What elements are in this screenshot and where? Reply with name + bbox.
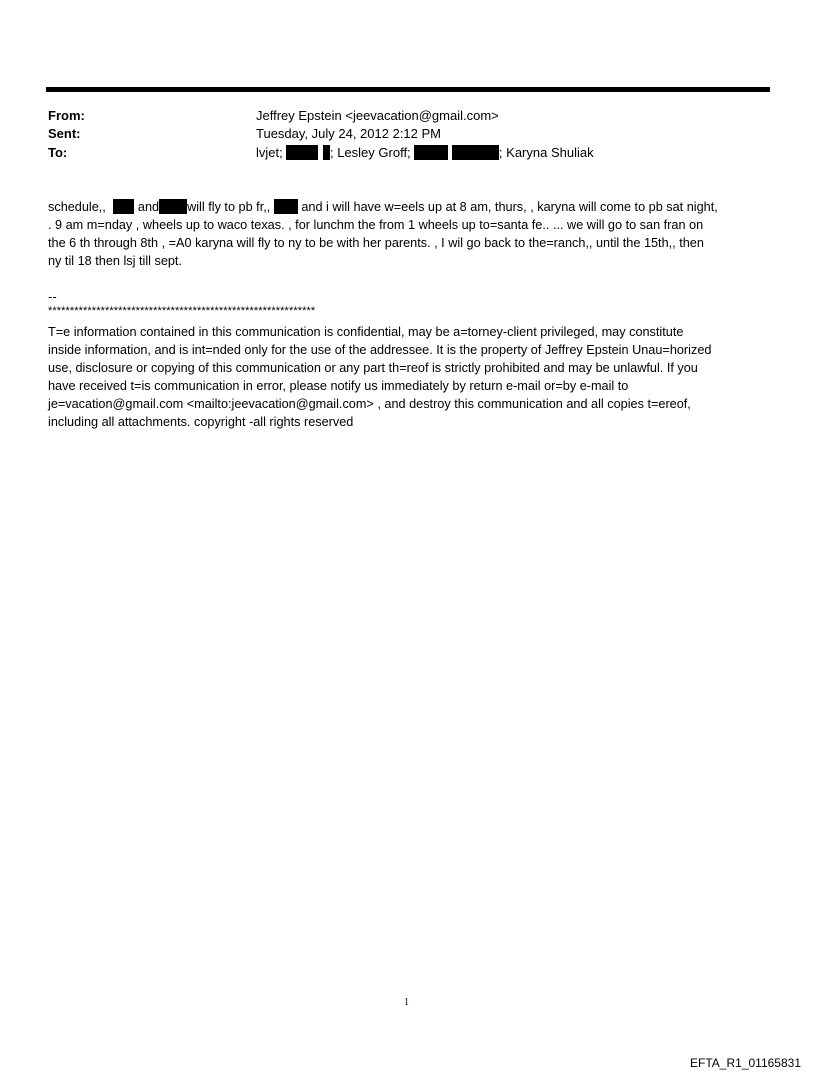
message-line: ny til 18 then lsj till sept. xyxy=(48,254,182,268)
disclaimer-line: T=e information contained in this communication is confidential, may be a=torney-client privileged, may constitute xyxy=(48,325,684,339)
disclaimer-line: have received t=is communication in error, please notify us immediately by return e-mail or=by e-mail to xyxy=(48,379,629,393)
redaction-bar xyxy=(323,145,330,160)
redaction-bar xyxy=(113,199,134,214)
to-recipient-lvjet: lvjet; xyxy=(256,145,283,160)
redaction-bar xyxy=(452,145,499,160)
redaction-bar xyxy=(286,145,318,160)
sent-value: Tuesday, July 24, 2012 2:12 PM xyxy=(256,126,441,141)
from-value: Jeffrey Epstein <jeevacation@gmail.com> xyxy=(256,108,499,123)
signature-separator: -- xyxy=(48,289,57,304)
disclaimer xyxy=(48,323,778,431)
to-recipient-groff: ; Lesley Groff; xyxy=(329,145,411,160)
sent-label: Sent: xyxy=(48,126,81,141)
from-label: From: xyxy=(48,108,85,123)
redaction-bar xyxy=(159,199,187,214)
page-number: 1 xyxy=(404,997,409,1008)
redaction-bar xyxy=(414,145,448,160)
disclaimer-line: je=vacation@gmail.com <mailto:jeevacation@gmail.com> , and destroy this communication and all copies t=ereof, xyxy=(48,397,691,411)
message-body xyxy=(48,198,778,270)
bates-number: EFTA_R1_01165831 xyxy=(690,1056,801,1070)
disclaimer-line: use, disclosure or copying of this communication or any part th=reof is strictly prohibited and may be unlawful. If you xyxy=(48,361,698,375)
disclaimer-line: including all attachments. copyright -all rights reserved xyxy=(48,415,354,429)
signature-stars: ************************************************************* xyxy=(48,305,316,317)
to-value xyxy=(256,145,594,161)
message-line: the 6 th through 8th , =A0 karyna will fly to ny to be with her parents. , I wil go back to the=ranch,, until the 15th,, then xyxy=(48,236,704,250)
header-rule xyxy=(46,87,770,92)
message-line: . 9 am m=nday , wheels up to waco texas. , for lunchm the from 1 wheels up to=santa fe.. ... we will go to san fran on xyxy=(48,218,704,232)
redaction-bar xyxy=(274,199,298,214)
to-recipient-shuliak: ; Karyna Shuliak xyxy=(498,145,594,160)
message-line: schedule,, and will fly to pb fr,, and i will have w=eels up at 8 am, thurs, , karyna will come to pb sat night, xyxy=(48,200,718,214)
to-label: To: xyxy=(48,145,68,160)
disclaimer-line: inside information, and is int=nded only for the use of the addressee. It is the property of Jeffrey Epstein Unau=horized xyxy=(48,343,712,357)
